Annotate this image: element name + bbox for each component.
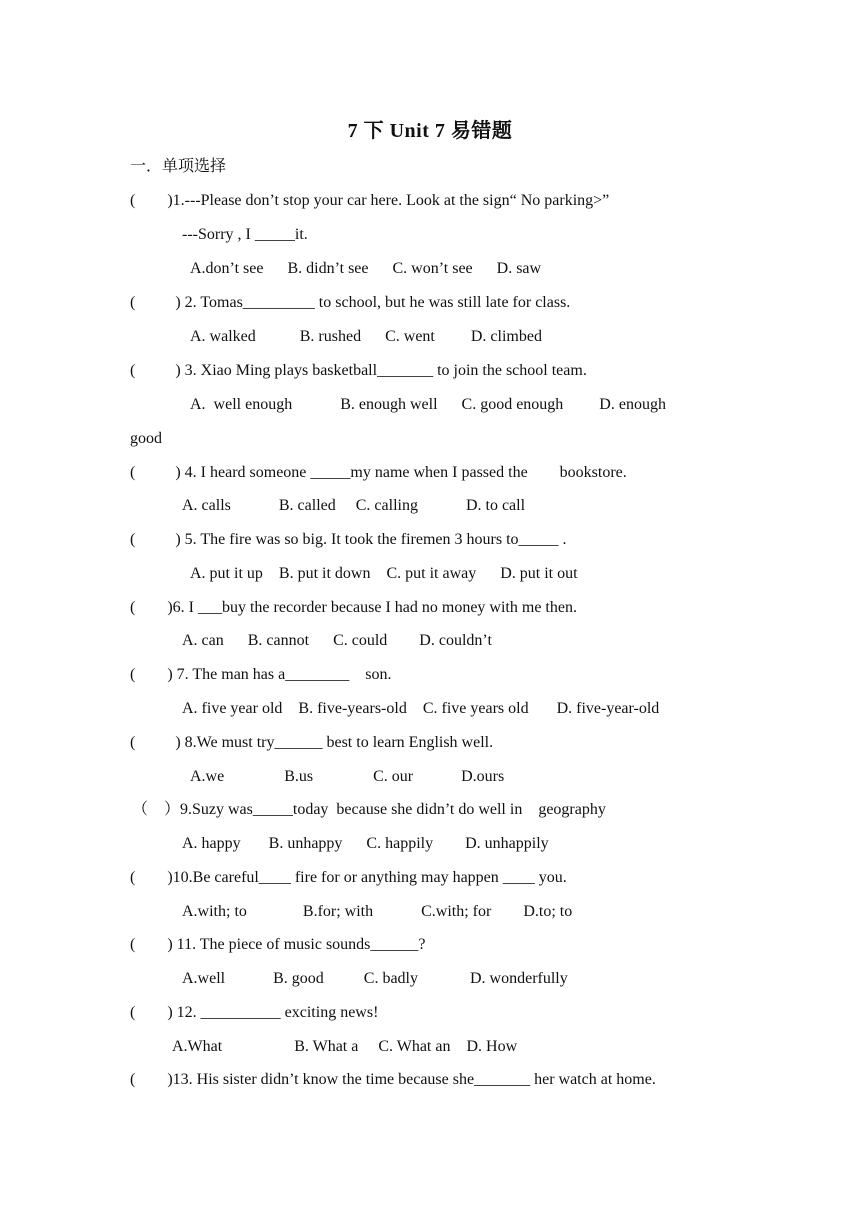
question-4-options: A. calls B. called C. calling D. to call [182,497,526,514]
question-7-stem: ( ) 7. The man has a________ son. [130,666,392,683]
question-2-options: A. walked B. rushed C. went D. climbed [190,328,542,345]
question-6-options: A. can B. cannot C. could D. couldn’t [182,632,492,649]
question-3-options-wrap: good [130,430,162,447]
question-10-stem: ( )10.Be careful____ fire for or anything may happen ____ you. [130,869,567,886]
question-10-options: A.with; to B.for; with C.with; for D.to; to [182,903,573,920]
question-2-stem: ( ) 2. Tomas_________ to school, but he was still late for class. [130,294,571,311]
question-1-options: A.don’t see B. didn’t see C. won’t see D. saw [190,260,542,277]
question-3-stem: ( ) 3. Xiao Ming plays basketball_______ to join the school team. [130,362,587,379]
question-1-response: ---Sorry , I _____it. [182,226,308,243]
question-12-stem: ( ) 12. __________ exciting news! [130,1004,379,1021]
question-6-stem: ( )6. I ___buy the recorder because I had no money with me then. [130,599,577,616]
question-5-options: A. put it up B. put it down C. put it away D. put it out [190,565,578,582]
question-11-options: A.well B. good C. badly D. wonderfully [182,970,568,987]
section-heading: 一．单项选择 [130,158,227,175]
page-title: 7 下 Unit 7 易错题 [347,120,513,142]
question-1-stem: ( )1.---Please don’t stop your car here. Look at the sign“ No parking>” [130,192,610,209]
question-13-stem: ( )13. His sister didn’t know the time because she_______ her watch at home. [130,1071,656,1088]
question-4-stem: ( ) 4. I heard someone _____my name when I passed the bookstore. [130,464,627,481]
question-9-stem: （ ）9.Suzy was_____today because she didn’t do well in geography [132,801,606,818]
question-12-options: A.What B. What a C. What an D. How [172,1038,518,1055]
question-7-options: A. five year old B. five-years-old C. five years old D. five-year-old [182,700,660,717]
question-8-options: A.we B.us C. our D.ours [190,768,505,785]
question-11-stem: ( ) 11. The piece of music sounds______? [130,936,426,953]
question-3-options: A. well enough B. enough well C. good enough D. enough [190,396,666,413]
question-9-options: A. happy B. unhappy C. happily D. unhappily [182,835,549,852]
question-8-stem: ( ) 8.We must try______ best to learn English well. [130,734,494,751]
question-5-stem: ( ) 5. The fire was so big. It took the firemen 3 hours to_____ . [130,531,567,548]
